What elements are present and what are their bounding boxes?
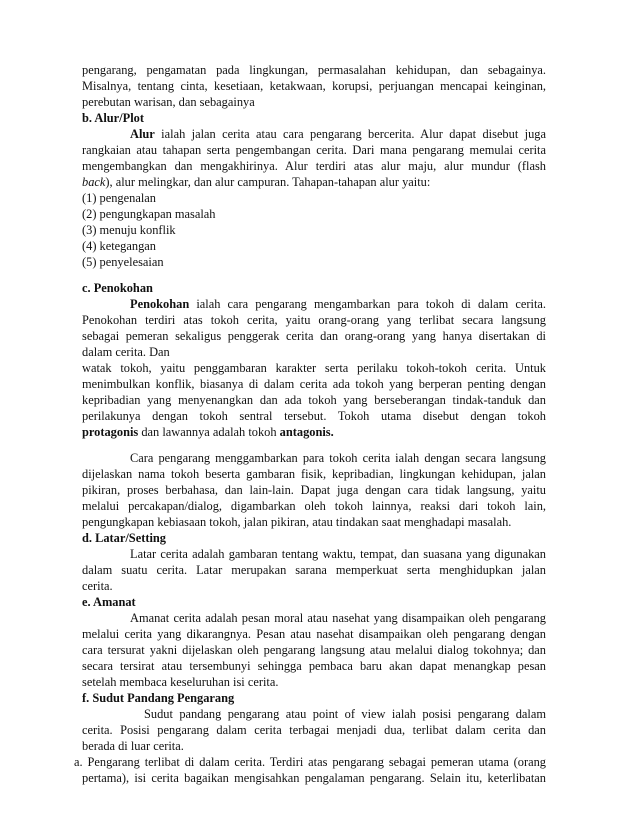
text-line: pengarang, pengamatan pada lingkungan, permasalahan kehidupan, dan sebagainya. xyxy=(82,63,546,77)
text-line: pengungkapan kebiasaan tokoh, jalan pikiran, atau tindakan saat menghadapi masalah. xyxy=(82,515,512,529)
text-line xyxy=(82,174,546,190)
text-line: kepribadian yang menyenangkan dan ada tokoh yang berseberangan tindak-tanduk dan xyxy=(82,393,546,407)
section-heading-latar: d. Latar/Setting xyxy=(82,531,166,545)
text-span: ), alur melingkar, dan alur campuran. Tahapan-tahapan alur yaitu: xyxy=(105,175,431,189)
text-line: cara tersurat yakni dijelaskan oleh pengarang langsung atau melalui dialog tokohnya; dan xyxy=(82,643,546,657)
text-line: Misalnya, tentang cinta, kesetiaan, ketakwaan, korupsi, perjuangan mencapai keinginan, xyxy=(82,79,546,93)
text-line: dalam cerita. Dan xyxy=(82,345,170,359)
term-protagonis: protagonis xyxy=(82,425,139,439)
italic-flash-back: back xyxy=(82,175,106,189)
text-line xyxy=(130,126,546,142)
text-line: dalam suatu cerita. Latar merupakan sarana memperkuat serta menghidupkan jalan xyxy=(82,563,546,577)
text-line: perebutan warisan, dan sebagainya xyxy=(82,95,255,109)
section-heading-amanat: e. Amanat xyxy=(82,595,136,609)
text-line: mengembangkan dan mengakhirinya. Alur terdiri atas alur maju, alur mundur (flash xyxy=(82,159,546,173)
list-item: (4) ketegangan xyxy=(82,239,156,253)
text-line: Penokohan terdiri atas tokoh cerita, yaitu orang-orang yang terlibat secara langsung xyxy=(82,313,546,327)
term-antagonis: antagonis. xyxy=(279,425,334,439)
text-line: secara tersirat atau tersembunyi sehingga pembaca baru akan dapat menangkap pesan xyxy=(82,659,546,673)
text-line: Cara pengarang menggambarkan para tokoh cerita ialah dengan secara langsung xyxy=(130,451,546,465)
list-item: (3) menuju konflik xyxy=(82,223,176,237)
text-line: cerita. Posisi pengarang dalam cerita terbagai menjadi dua, terlibat dalam cerita dan xyxy=(82,723,546,737)
text-line: menimbulkan konflik, biasanya di dalam cerita ada tokoh yang berperan penting dengan xyxy=(82,377,546,391)
text-line: sebagai pemeran sekaligus penggerak cerita dan orang-orang yang hanya disertakan di xyxy=(82,329,546,343)
term-penokohan: Penokohan xyxy=(130,297,190,311)
text-span: ialah cara pengarang mengambarkan para tokoh di dalam cerita. xyxy=(189,297,546,311)
section-heading-penokohan: c. Penokohan xyxy=(82,281,153,295)
list-item: (1) pengenalan xyxy=(82,191,156,205)
list-item: (2) pengungkapan masalah xyxy=(82,207,216,221)
text-line: pikiran, proses berbahasa, dan lain-lain. Dapat juga dengan cara tidak langsung, yaitu xyxy=(82,483,546,497)
text-line: Sudut pandang pengarang atau point of view ialah posisi pengarang dalam xyxy=(144,707,546,721)
section-heading-alur: b. Alur/Plot xyxy=(82,111,144,125)
text-line: pertama), isi cerita bagaikan mengisahkan pengalaman pengarang. Selain itu, keterlibatan xyxy=(82,771,546,785)
text-line: berada di luar cerita. xyxy=(82,739,184,753)
text-line: rangkaian atau tahapan serta pengembangan cerita. Dari mana pengarang memulai cerita xyxy=(82,143,546,157)
text-line: dijelaskan nama tokoh beserta gambaran fisik, kepribadian, lingkungan kehidupan, jalan xyxy=(82,467,546,481)
text-line: melalui cerita yang dikarangnya. Pesan atau nasehat disampaikan oleh pengarang dengan xyxy=(82,627,546,641)
text-line: Amanat cerita adalah pesan moral atau nasehat yang disampaikan oleh pengarang xyxy=(130,611,546,625)
text-line: a. Pengarang terlibat di dalam cerita. Terdiri atas pengarang sebagai pemeran utama (orang xyxy=(74,755,546,769)
text-span: ialah jalan cerita atau cara pengarang bercerita. Alur dapat disebut juga xyxy=(154,127,546,141)
list-item: (5) penyelesaian xyxy=(82,255,164,269)
text-line: watak tokoh, yaitu penggambaran karakter serta perilaku tokoh-tokoh cerita. Untuk xyxy=(82,361,546,375)
text-span: dan lawannya adalah tokoh xyxy=(138,425,280,439)
text-line: perilakunya dengan tokoh sentral tersebut. Tokoh utama disebut dengan tokoh xyxy=(82,409,546,423)
text-line xyxy=(82,424,546,440)
text-line: Latar cerita adalah gambaran tentang waktu, tempat, dan suasana yang digunakan xyxy=(130,547,546,561)
term-alur: Alur xyxy=(130,127,155,141)
text-line: setelah membaca keseluruhan isi cerita. xyxy=(82,675,279,689)
text-line: melalui percakapan/dialog, digambarkan oleh tokoh lainnya, reaksi dari tokoh lain, xyxy=(82,499,546,513)
text-line: cerita. xyxy=(82,579,113,593)
text-line xyxy=(130,296,546,312)
section-heading-sudut-pandang: f. Sudut Pandang Pengarang xyxy=(82,691,235,705)
